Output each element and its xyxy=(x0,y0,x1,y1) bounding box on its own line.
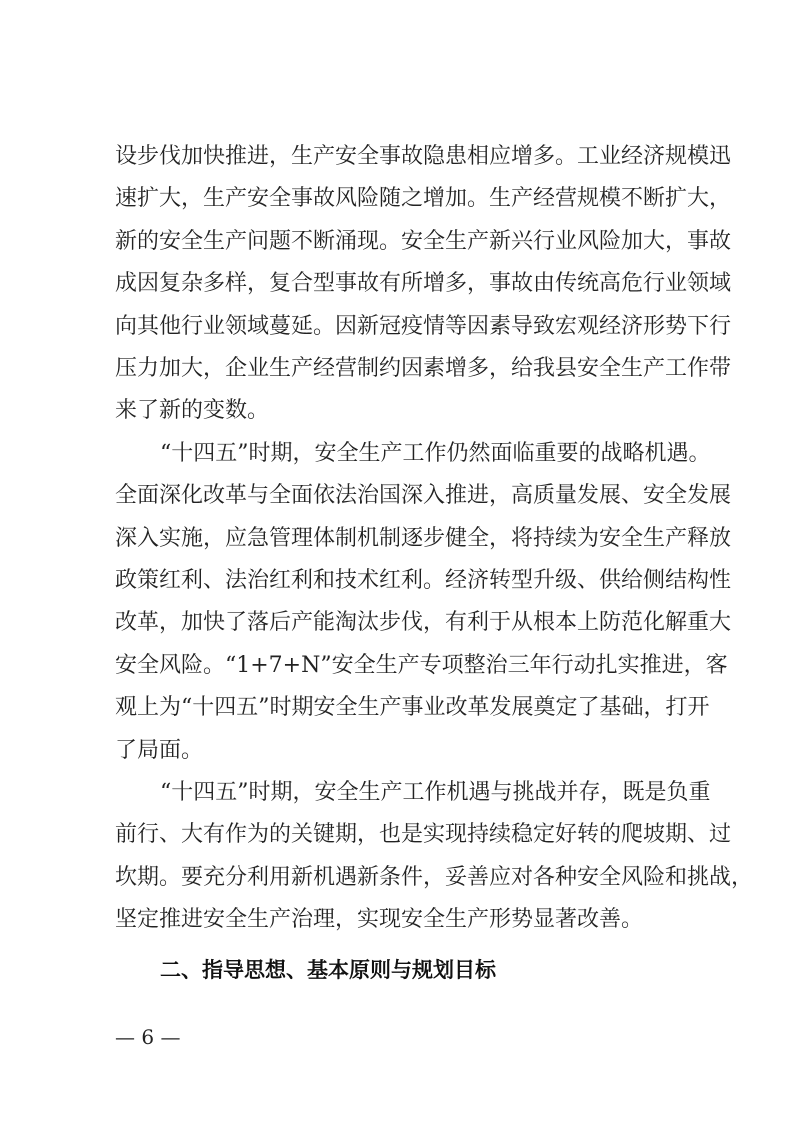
paragraph-2-line-1: “十四五”时期，安全生产工作仍然面临重要的战略机遇。 xyxy=(160,441,711,466)
paragraph-1-line-4: 成因复杂多样，复合型事故有所增多，事故由传统高危行业领域 xyxy=(115,271,732,296)
section-heading: 二、指导思想、基本原则与规划目标 xyxy=(160,958,496,982)
paragraph-2-line-8: 了局面。 xyxy=(115,738,204,763)
paragraph-2-line-7: 观上为“十四五”时期安全生产事业改革发展奠定了基础，打开 xyxy=(115,695,710,720)
paragraph-2-line-4: 政策红利、法治红利和技术红利。经济转型升级、供给侧结构性 xyxy=(115,568,732,593)
paragraph-3-line-1: “十四五”时期，安全生产工作机遇与挑战并存，既是负重 xyxy=(160,780,711,805)
paragraph-1-line-1: 设步伐加快推进，生产安全事故隐患相应增多。工业经济规模迅 xyxy=(115,144,732,169)
paragraph-1-line-5: 向其他行业领域蔓延。因新冠疫情等因素导致宏观经济形势下行 xyxy=(115,314,732,339)
paragraph-1-line-2: 速扩大，生产安全事故风险随之增加。生产经营规模不断扩大， xyxy=(115,186,732,211)
paragraph-1-line-3: 新的安全生产问题不断涌现。安全生产新兴行业风险加大，事故 xyxy=(115,229,732,254)
paragraph-3-line-4: 坚定推进安全生产治理，实现安全生产形势显著改善。 xyxy=(115,907,644,932)
paragraph-1-line-6: 压力加大，企业生产经营制约因素增多，给我县安全生产工作带 xyxy=(115,356,732,381)
paragraph-2-line-6: 安全风险。“1+7+N”安全生产专项整治三年行动扎实推进，客 xyxy=(115,653,728,678)
paragraph-2-line-2: 全面深化改革与全面依法治国深入推进，高质量发展、安全发展 xyxy=(115,483,732,508)
paragraph-3-line-3: 坎期。要充分利用新机遇新条件，妥善应对各种安全风险和挑战， xyxy=(115,865,754,890)
paragraph-3-line-2: 前行、大有作为的关键期，也是实现持续稳定好转的爬坡期、过 xyxy=(115,822,732,847)
paragraph-1-line-7: 来了新的变数。 xyxy=(115,398,270,423)
paragraph-2-line-3: 深入实施，应急管理体制机制逐步健全，将持续为安全生产释放 xyxy=(115,526,732,551)
paragraph-2-line-5: 改革，加快了落后产能淘汰步伐，有利于从根本上防范化解重大 xyxy=(115,610,732,635)
page-number: — 6 — xyxy=(115,1025,181,1049)
